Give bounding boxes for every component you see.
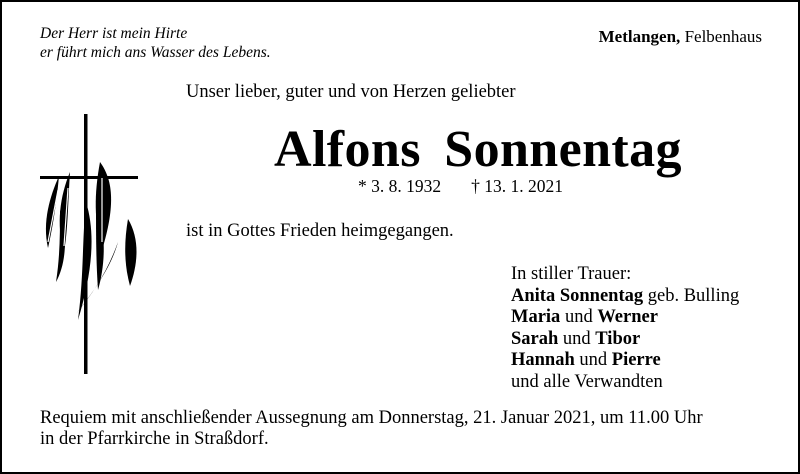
- mourner-line-hannah-pierre: [511, 350, 739, 372]
- mourner-anita-name: Anita Sonnentag: [511, 285, 644, 306]
- bible-verse: [40, 24, 271, 62]
- place-town: Metlangen,: [598, 27, 681, 46]
- mourner-conjunction: und: [560, 307, 598, 328]
- mourner-line-maria-werner: [511, 307, 739, 329]
- place-district: Felbenhaus: [684, 27, 762, 46]
- requiem-line-2: in der Pfarrkirche in Straßdorf.: [40, 429, 269, 449]
- birth-date: * 3. 8. 1932: [358, 176, 442, 196]
- deceased-name: Alfons Sonnentag: [274, 121, 682, 178]
- mourner-line-anita: [511, 286, 739, 308]
- passed-away-text: ist in Gottes Frieden heimgegangen.: [186, 221, 454, 241]
- verse-line-2: er führt mich ans Wasser des Lebens.: [40, 44, 271, 61]
- mourner-relatives: und alle Verwandten: [511, 371, 663, 392]
- mourner-conjunction: und: [558, 328, 596, 349]
- cross-with-wheat-icon: [38, 114, 148, 376]
- intro-text: Unser lieber, guter und von Herzen geliebter: [186, 82, 516, 102]
- mourner-maria: Maria: [511, 307, 561, 328]
- place-of-residence: [599, 27, 762, 47]
- life-dates: [358, 176, 563, 197]
- mourner-tibor: Tibor: [595, 328, 641, 349]
- death-date: † 13. 1. 2021: [471, 176, 563, 196]
- requiem-info: [40, 408, 703, 450]
- mourners-heading: In stiller Trauer:: [511, 264, 632, 284]
- mourner-pierre: Pierre: [611, 350, 661, 371]
- mourner-hannah: Hannah: [511, 350, 575, 371]
- mourner-werner: Werner: [597, 307, 658, 328]
- mourner-line-sarah-tibor: [511, 329, 739, 351]
- verse-line-1: Der Herr ist mein Hirte: [40, 25, 188, 42]
- mourner-conjunction: und: [574, 350, 612, 371]
- mourner-sarah: Sarah: [511, 328, 559, 349]
- mourners-list: [511, 264, 739, 394]
- requiem-line-1: Requiem mit anschließender Aussegnung am Donnerstag, 21. Januar 2021, um 11.00 Uhr: [40, 408, 703, 428]
- mourner-anita-birthname: geb. Bulling: [643, 285, 740, 306]
